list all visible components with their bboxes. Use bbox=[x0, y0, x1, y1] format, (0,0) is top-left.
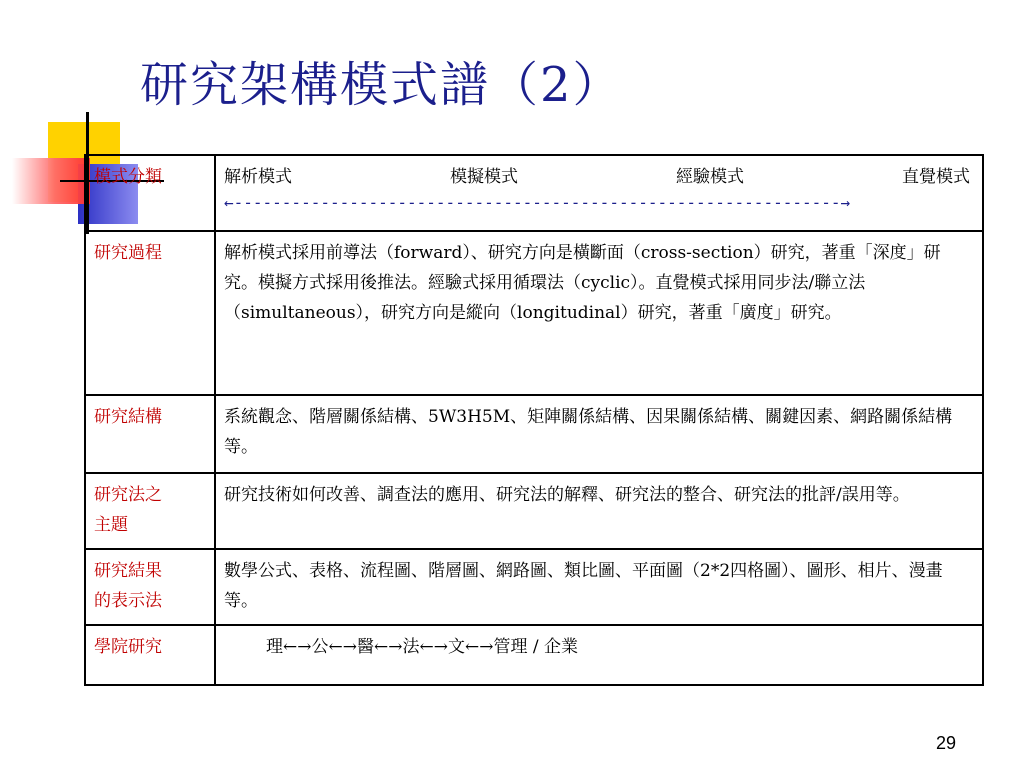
row-text-research-process: 解析模式採用前導法（forward）、研究方向是橫斷面（cross-section）研究，著重「深度」研究。模擬方式採用後推法。經驗式採用循環法（cyclic）。直覺模式採用同步法/聯立法（simultaneous），研究方向是縱向（longitudinal）研究，著重「廣度」研究。 bbox=[215, 231, 983, 395]
row-label-research-process: 研究過程 bbox=[85, 231, 215, 395]
row-label-line-1: 研究法之 bbox=[94, 485, 162, 505]
row-text-academic-research: 理←→公←→醫←→法←→文←→管理 / 企業 bbox=[215, 625, 983, 685]
table-row bbox=[85, 549, 983, 625]
table-row-header bbox=[85, 155, 983, 231]
row-label-line-2: 主題 bbox=[94, 515, 128, 535]
mode-spectrum-cell bbox=[215, 155, 983, 231]
row-label-academic-research: 學院研究 bbox=[85, 625, 215, 685]
row-label-research-structure: 研究結構 bbox=[85, 395, 215, 473]
mode-labels bbox=[224, 162, 974, 192]
mode-analytic: 解析模式 bbox=[224, 167, 292, 187]
slide-title: 研究架構模式譜（2） bbox=[140, 57, 623, 113]
row-label-result-presentation bbox=[85, 549, 215, 625]
row-text-result-presentation: 數學公式、表格、流程圖、階層圖、網路圖、類比圖、平面圖（2*2四格圖）、圖形、相片、漫畫等。 bbox=[215, 549, 983, 625]
row-label-line-2: 的表示法 bbox=[94, 591, 162, 611]
table-row bbox=[85, 231, 983, 395]
spectrum-arrow: ←---------------------------------------------------------------→ bbox=[224, 193, 851, 212]
row-label-mode-category: 模式分類 bbox=[85, 155, 215, 231]
mode-empirical: 經驗模式 bbox=[676, 167, 744, 187]
table-row bbox=[85, 395, 983, 473]
mode-intuitive: 直覺模式 bbox=[902, 167, 970, 187]
mode-simulation: 模擬模式 bbox=[450, 167, 518, 187]
page-number: 29 bbox=[936, 733, 957, 753]
row-label-line-1: 研究結果 bbox=[94, 561, 162, 581]
row-label-research-topics bbox=[85, 473, 215, 549]
table-row bbox=[85, 625, 983, 685]
row-text-research-structure: 系統觀念、階層關係結構、5W3H5M、矩陣關係結構、因果關係結構、關鍵因素、網路關係結構等。 bbox=[215, 395, 983, 473]
research-model-table bbox=[84, 154, 984, 686]
row-text-research-topics: 研究技術如何改善、調查法的應用、研究法的解釋、研究法的整合、研究法的批評/誤用等。 bbox=[215, 473, 983, 549]
table-row bbox=[85, 473, 983, 549]
